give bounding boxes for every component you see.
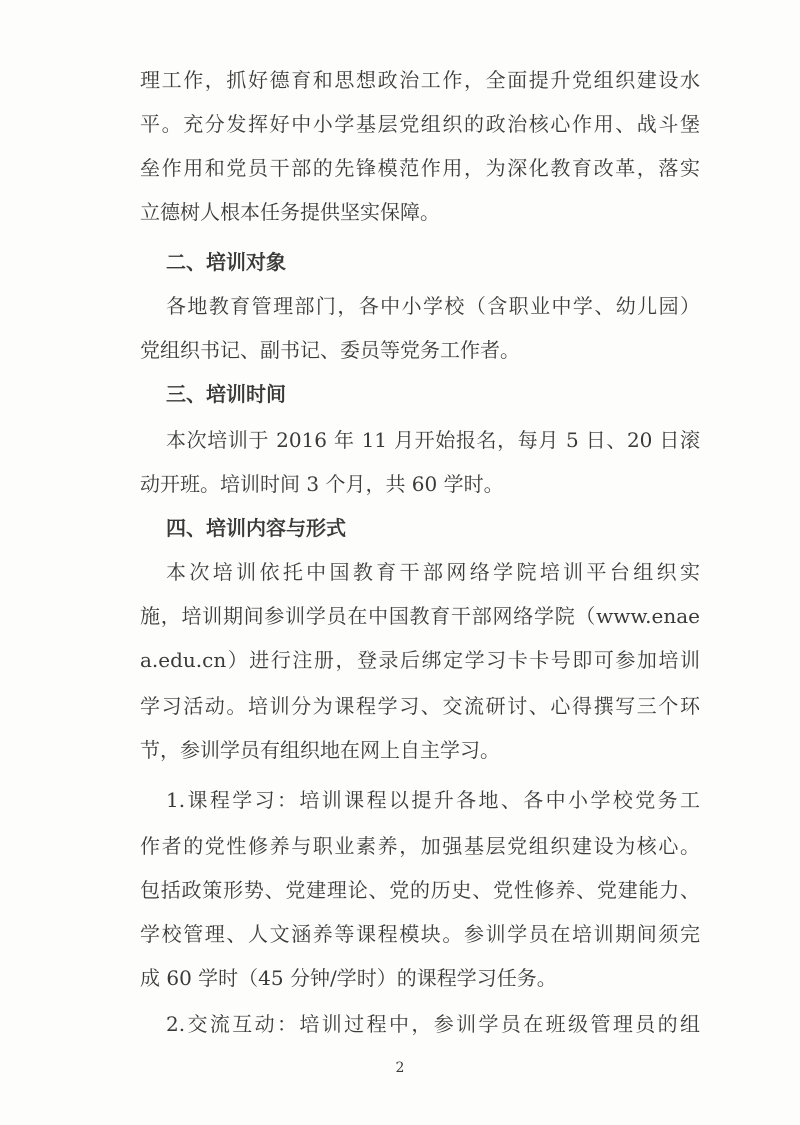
text-line: 节，参训学员有组织地在网上自主学习。 xyxy=(140,738,500,762)
text-line: 本次培训依托中国教育干部网络学院培训平台组织实 xyxy=(166,560,700,584)
page-number: 2 xyxy=(395,1060,405,1076)
text-line: 动开班。培训时间 3 个月，共 60 学时。 xyxy=(140,472,504,496)
text-line: 施，培训期间参训学员在中国教育干部网络学院（www.enae xyxy=(140,604,700,628)
text-line: 1.课程学习：培训课程以提升各地、各中小学校党务工 xyxy=(166,788,700,812)
text-line: 理工作，抓好德育和思想政治工作，全面提升党组织建设水 xyxy=(140,68,700,92)
text-line: 成 60 学时（45 分钟/学时）的课程学习任务。 xyxy=(140,966,557,990)
text-line: 本次培训于 2016 年 11 月开始报名，每月 5 日、20 日滚 xyxy=(166,428,700,452)
text-line: 各地教育管理部门，各中小学校（含职业中学、幼儿园） xyxy=(166,294,700,318)
text-line: 作者的党性修养与职业素养，加强基层党组织建设为核心。 xyxy=(140,834,700,858)
text-line: 学校管理、人文涵养等课程模块。参训学员在培训期间须完 xyxy=(140,922,700,946)
text-line: 垒作用和党员干部的先锋模范作用，为深化教育改革，落实 xyxy=(140,156,700,180)
text-line: 立德树人根本任务提供坚实保障。 xyxy=(140,200,440,224)
text-line: 包括政策形势、党建理论、党的历史、党性修养、党建能力、 xyxy=(140,878,700,902)
section-heading: 三、培训时间 xyxy=(166,382,286,406)
section-heading: 四、培训内容与形式 xyxy=(166,516,346,540)
text-line: 党组织书记、副书记、委员等党务工作者。 xyxy=(140,338,520,362)
text-line: a.edu.cn）进行注册，登录后绑定学习卡卡号即可参加培训 xyxy=(140,648,700,672)
text-line: 学习活动。培训分为课程学习、交流研讨、心得撰写三个环 xyxy=(140,694,700,718)
text-line: 平。充分发挥好中小学基层党组织的政治核心作用、战斗堡 xyxy=(140,112,700,136)
section-heading: 二、培训对象 xyxy=(166,250,286,274)
text-line: 2.交流互动：培训过程中，参训学员在班级管理员的组 xyxy=(166,1012,700,1036)
